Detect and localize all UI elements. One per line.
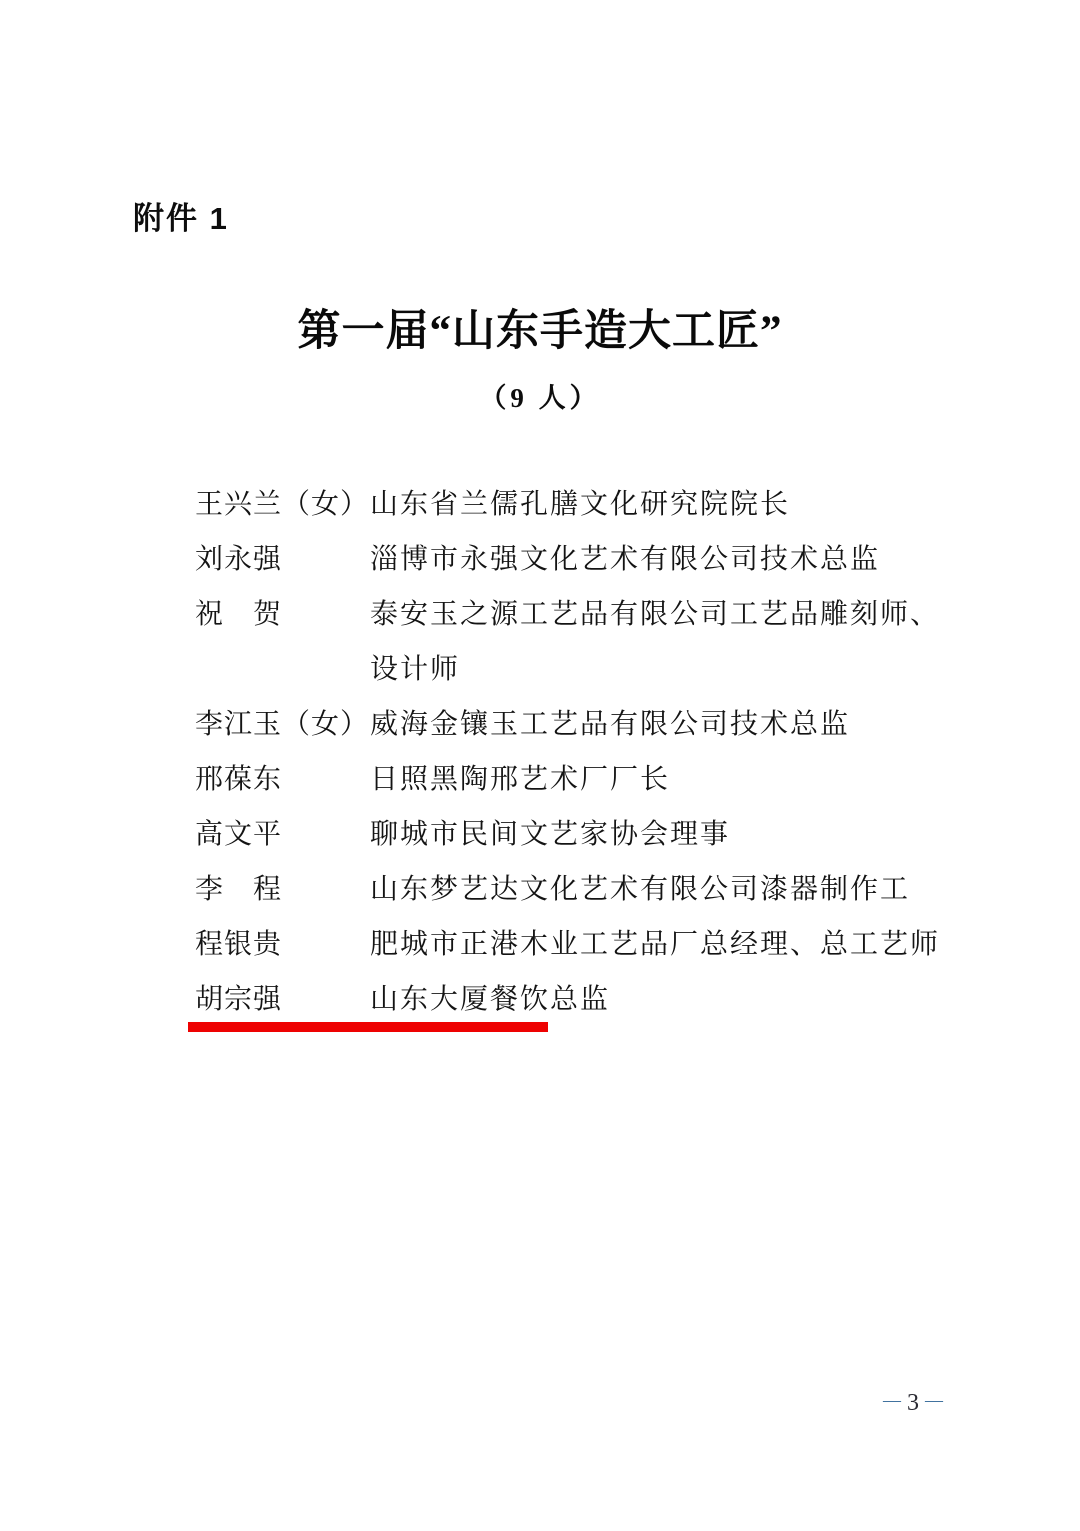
awardee-position-line1: 泰安玉之源工艺品有限公司工艺品雕刻师、 xyxy=(370,599,941,630)
awardee-name xyxy=(195,972,370,1027)
list-item xyxy=(195,532,965,587)
people-count-label: （9 人） xyxy=(479,383,601,413)
awardee-name xyxy=(195,917,370,972)
awardee-position xyxy=(370,587,955,697)
awardee-name xyxy=(195,477,370,532)
list-item xyxy=(195,862,965,917)
awardee-name xyxy=(195,862,370,917)
awardee-gender: （女） xyxy=(282,489,370,520)
awardee-name-text: 刘永强 xyxy=(195,544,283,575)
awardee-name-text: 李 程 xyxy=(195,874,283,905)
awardee-name xyxy=(195,697,370,752)
awardee-position: 聊城市民间文艺家协会理事 xyxy=(370,819,731,850)
awardee-position: 山东梦艺达文化艺术有限公司漆器制作工 xyxy=(370,874,911,905)
awardee-list xyxy=(195,477,965,1027)
awardee-name-text: 胡宗强 xyxy=(195,984,283,1015)
list-item xyxy=(195,807,965,862)
awardee-position: 威海金镶玉工艺品有限公司技术总监 xyxy=(370,709,851,740)
page-number xyxy=(880,1382,949,1417)
highlight-underline xyxy=(188,1022,548,1032)
awardee-position: 山东省兰儒孔膳文化研究院院长 xyxy=(370,489,791,520)
awardee-position: 肥城市正港木业工艺品厂总经理、总工艺师 xyxy=(370,929,941,960)
awardee-name-text: 王兴兰 xyxy=(195,489,283,520)
page-title: 第一届“山东手造大工匠” xyxy=(297,308,783,355)
awardee-name xyxy=(195,587,370,642)
list-item xyxy=(195,917,965,972)
awardee-name-text: 高文平 xyxy=(195,819,283,850)
attachment-label: 附件 1 xyxy=(133,201,229,236)
awardee-name-text: 邢葆东 xyxy=(195,764,283,795)
awardee-position-line2: 设计师 xyxy=(370,654,461,685)
page-number-dash-right: － xyxy=(922,1390,949,1416)
awardee-position: 山东大厦餐饮总监 xyxy=(370,984,611,1015)
awardee-position: 淄博市永强文化艺术有限公司技术总监 xyxy=(370,544,881,575)
awardee-name-text: 程银贵 xyxy=(195,929,283,960)
page-number-dash-left: － xyxy=(880,1390,907,1416)
awardee-position: 日照黑陶邢艺术厂厂长 xyxy=(370,764,671,795)
awardee-gender: （女） xyxy=(282,709,370,740)
awardee-name xyxy=(195,532,370,587)
list-item xyxy=(195,477,965,532)
awardee-name xyxy=(195,807,370,862)
awardee-name-text: 祝 贺 xyxy=(195,599,283,630)
list-item xyxy=(195,752,965,807)
awardee-name xyxy=(195,752,370,807)
page-number-value: 3 xyxy=(907,1390,922,1416)
list-item xyxy=(195,587,965,697)
awardee-name-text: 李江玉 xyxy=(195,709,283,740)
list-item xyxy=(195,697,965,752)
list-item-highlighted xyxy=(195,972,965,1027)
